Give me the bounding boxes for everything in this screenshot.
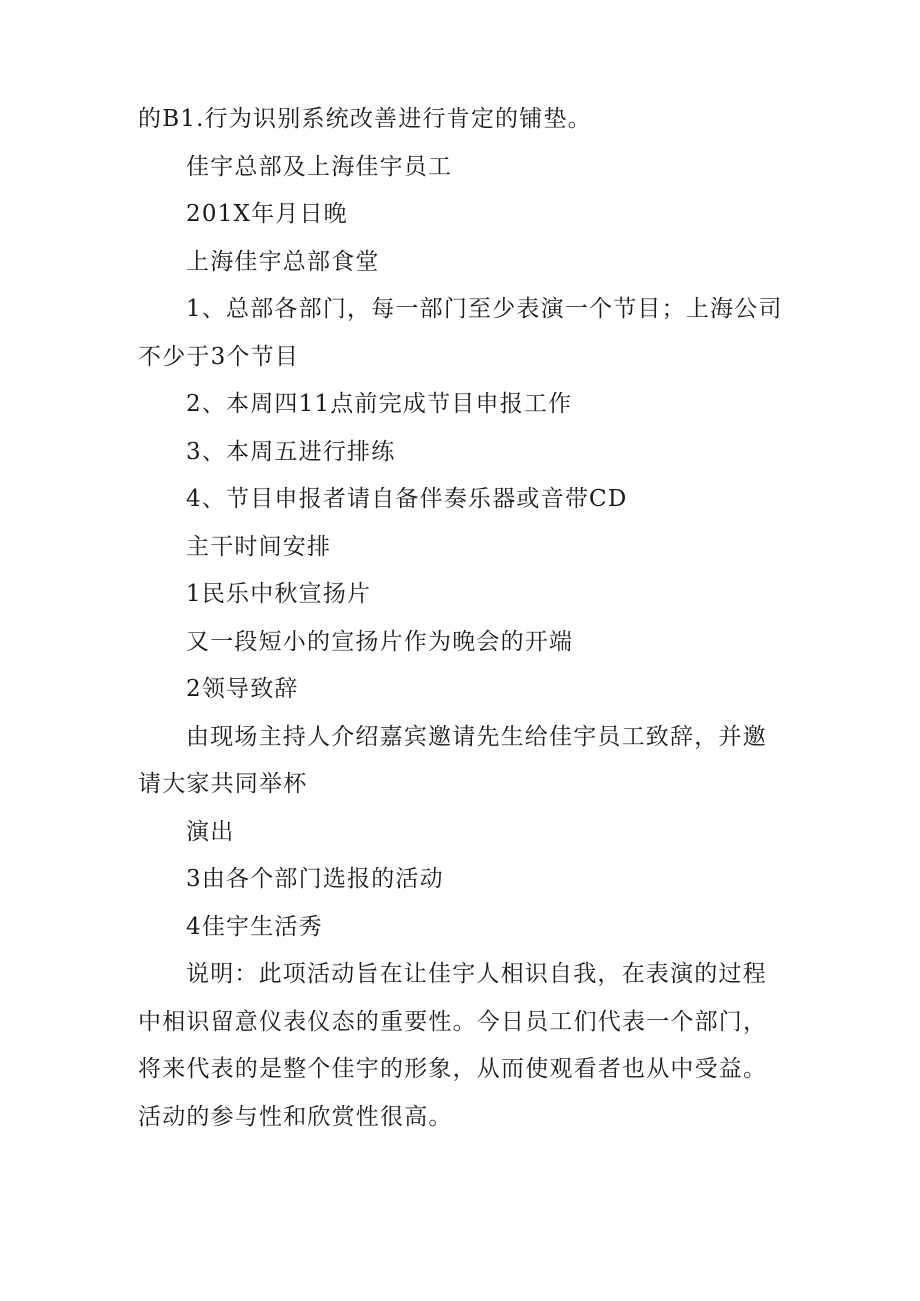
paragraph-schedule-3: 3由各个部门选报的活动 — [186, 866, 444, 892]
paragraph-schedule-1-desc: 又一段短小的宣扬片作为晚会的开端 — [186, 628, 574, 655]
paragraph-item-2: 2、本周四11点前完成节目申报工作 — [186, 391, 573, 417]
paragraph-participants: 佳宇总部及上海佳宇员工 — [186, 153, 453, 180]
document-body — [138, 96, 788, 1141]
paragraph-explanation: 说明：此项活动旨在让佳宇人相识自我，在表演的过程中相识留意仪表仪态的重要性。今日员工们代表一个部门，将来代表的是整个佳宇的形象，从而使观看者也从中受益。活动的参与性和欣赏性很高。 — [138, 961, 768, 1130]
paragraph-behavior-identity: 的B1.行为识别系统改善进行肯定的铺垫。 — [138, 106, 592, 132]
paragraph-schedule-1: 1民乐中秋宣扬片 — [186, 581, 372, 607]
paragraph-performance: 演出 — [186, 818, 235, 845]
paragraph-schedule-4: 4佳宇生活秀 — [186, 913, 323, 940]
paragraph-schedule-2-desc: 由现场主持人介绍嘉宾邀请先生给佳宇员工致辞，并邀请大家共同举杯 — [138, 723, 767, 797]
paragraph-schedule-2: 2领导致辞 — [186, 676, 299, 702]
paragraph-item-1: 1、总部各部门，每一部门至少表演一个节目；上海公司不少于3个节目 — [138, 296, 783, 370]
paragraph-date: 201X年月日晚 — [186, 201, 348, 227]
paragraph-location: 上海佳宇总部食堂 — [186, 248, 380, 275]
paragraph-item-3: 3、本周五进行排练 — [186, 438, 396, 465]
paragraph-schedule-heading: 主干时间安排 — [186, 533, 332, 560]
paragraph-item-4: 4、节目申报者请自备伴奏乐器或音带CD — [186, 486, 628, 512]
